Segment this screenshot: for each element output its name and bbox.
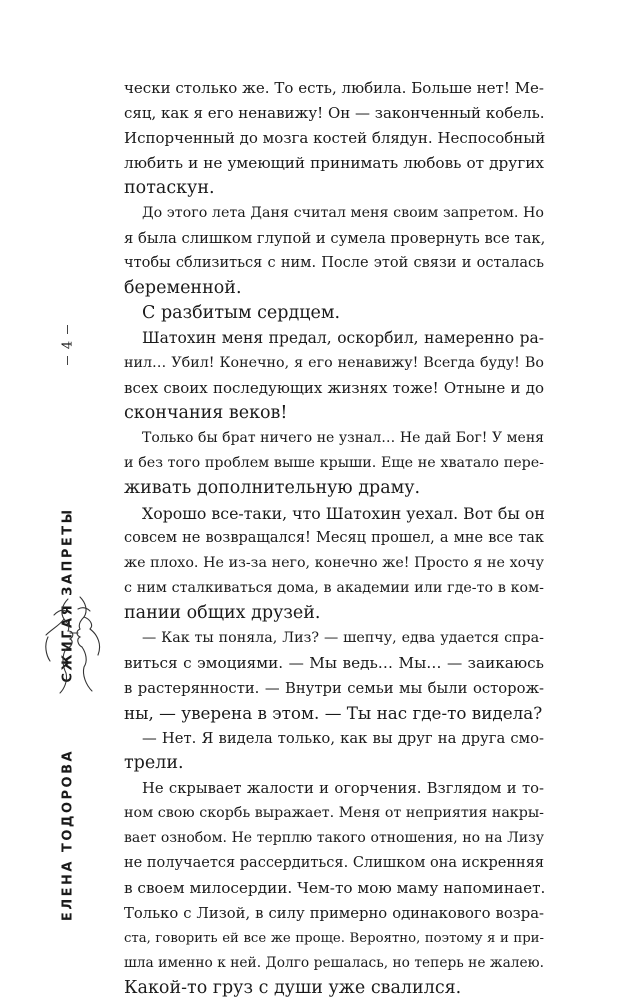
body-text — [124, 76, 544, 1001]
text-line: потаскун. — [124, 178, 215, 198]
text-line: виться с эмоциями. — Мы ведь… Мы… — заикаюсь — [124, 654, 544, 672]
text-line: я была слишком глупой и сумела провернуть все так, — [124, 230, 546, 247]
text-line: Испорченный до мозга костей блядун. Неспособный — [124, 129, 546, 147]
text-line: Только с Лизой, в силу примерно одинакового возра- — [124, 905, 544, 922]
text-line: вает ознобом. Не терплю такого отношения, но на Лизу — [124, 830, 544, 846]
text-line: Какой-то груз с души уже свалился. — [124, 978, 462, 998]
text-line: До этого лета Даня считал меня своим запретом. Но — [142, 205, 544, 221]
text-line: и без того проблем выше крыши. Еще не хватало пере- — [124, 455, 544, 471]
text-line: — Нет. Я видела только, как вы друг на друга смо- — [142, 730, 544, 747]
text-line: живать дополнительную драму. — [124, 478, 421, 498]
text-line: с ним сталкиваться дома, в академии или где-то в ком- — [124, 580, 544, 596]
text-line: всех своих последующих жизнях тоже! Отныне и до — [124, 379, 544, 397]
text-line: чтобы сблизиться с ним. После этой связи и осталась — [124, 255, 544, 271]
publisher-logo — [40, 595, 106, 695]
page-number: 4 — [60, 340, 76, 350]
page-number-bar-bottom — [67, 356, 68, 365]
text-line: Только бы брат ничего не узнал… Не дай Бог! У меня — [142, 430, 544, 446]
text-line: чески столько же. То есть, любила. Больше нет! Ме- — [124, 79, 544, 97]
page-number-block — [56, 325, 80, 365]
text-line: не получается рассердиться. Слишком она искренняя — [124, 855, 544, 871]
text-line: скончания веков! — [124, 403, 288, 423]
text-line: Хорошо все-таки, что Шатохин уехал. Вот бы он — [142, 504, 545, 523]
text-line: Не скрывает жалости и огорчения. Взглядом и то- — [142, 780, 544, 797]
book-title: СЖИГАЯ ЗАПРЕТЫ — [60, 507, 76, 683]
text-line: беременной. — [124, 278, 242, 298]
text-line: пании общих друзей. — [124, 603, 321, 623]
text-line: же плохо. Не из-за него, конечно же! Просто я не хочу — [124, 555, 544, 571]
text-line: шла именно к ней. Долго решалась, но теперь не жалею. — [124, 955, 544, 971]
text-line: нил… Убил! Конечно, я его ненавижу! Всегда буду! Во — [124, 355, 544, 371]
text-line: любить и не умеющий принимать любовь от других — [124, 154, 544, 172]
text-line: трели. — [124, 753, 184, 773]
text-line: ном свою скорбь выражает. Меня от неприятия накры- — [124, 805, 544, 821]
text-line: в своем милосердии. Чем-то мою маму напоминает. — [124, 879, 546, 897]
text-line: ны, — уверена в этом. — Ты нас где-то видела? — [124, 703, 543, 723]
text-line: в растерянности. — Внутри семьи мы были осторож- — [124, 680, 544, 697]
page-number-bar-top — [67, 325, 68, 334]
text-line: Шатохин меня предал, оскорбил, намеренно ра- — [142, 329, 544, 347]
text-line: С разбитым сердцем. — [142, 303, 341, 323]
text-line: — Как ты поняла, Лиз? — шепчу, едва удается спра- — [142, 630, 544, 646]
author-spine — [48, 735, 88, 935]
text-line: совсем не возвращался! Месяц прошел, а мне все так — [124, 530, 544, 546]
text-line: ста, говорить ей все же проще. Вероятно, поэтому я и при- — [124, 931, 544, 946]
kiss-line-art-icon — [40, 595, 106, 695]
author-name: ЕЛЕНА ТОДОРОВА — [60, 748, 76, 922]
text-line: сяц, как я его ненавижу! Он — законченный кобель. — [124, 104, 545, 122]
